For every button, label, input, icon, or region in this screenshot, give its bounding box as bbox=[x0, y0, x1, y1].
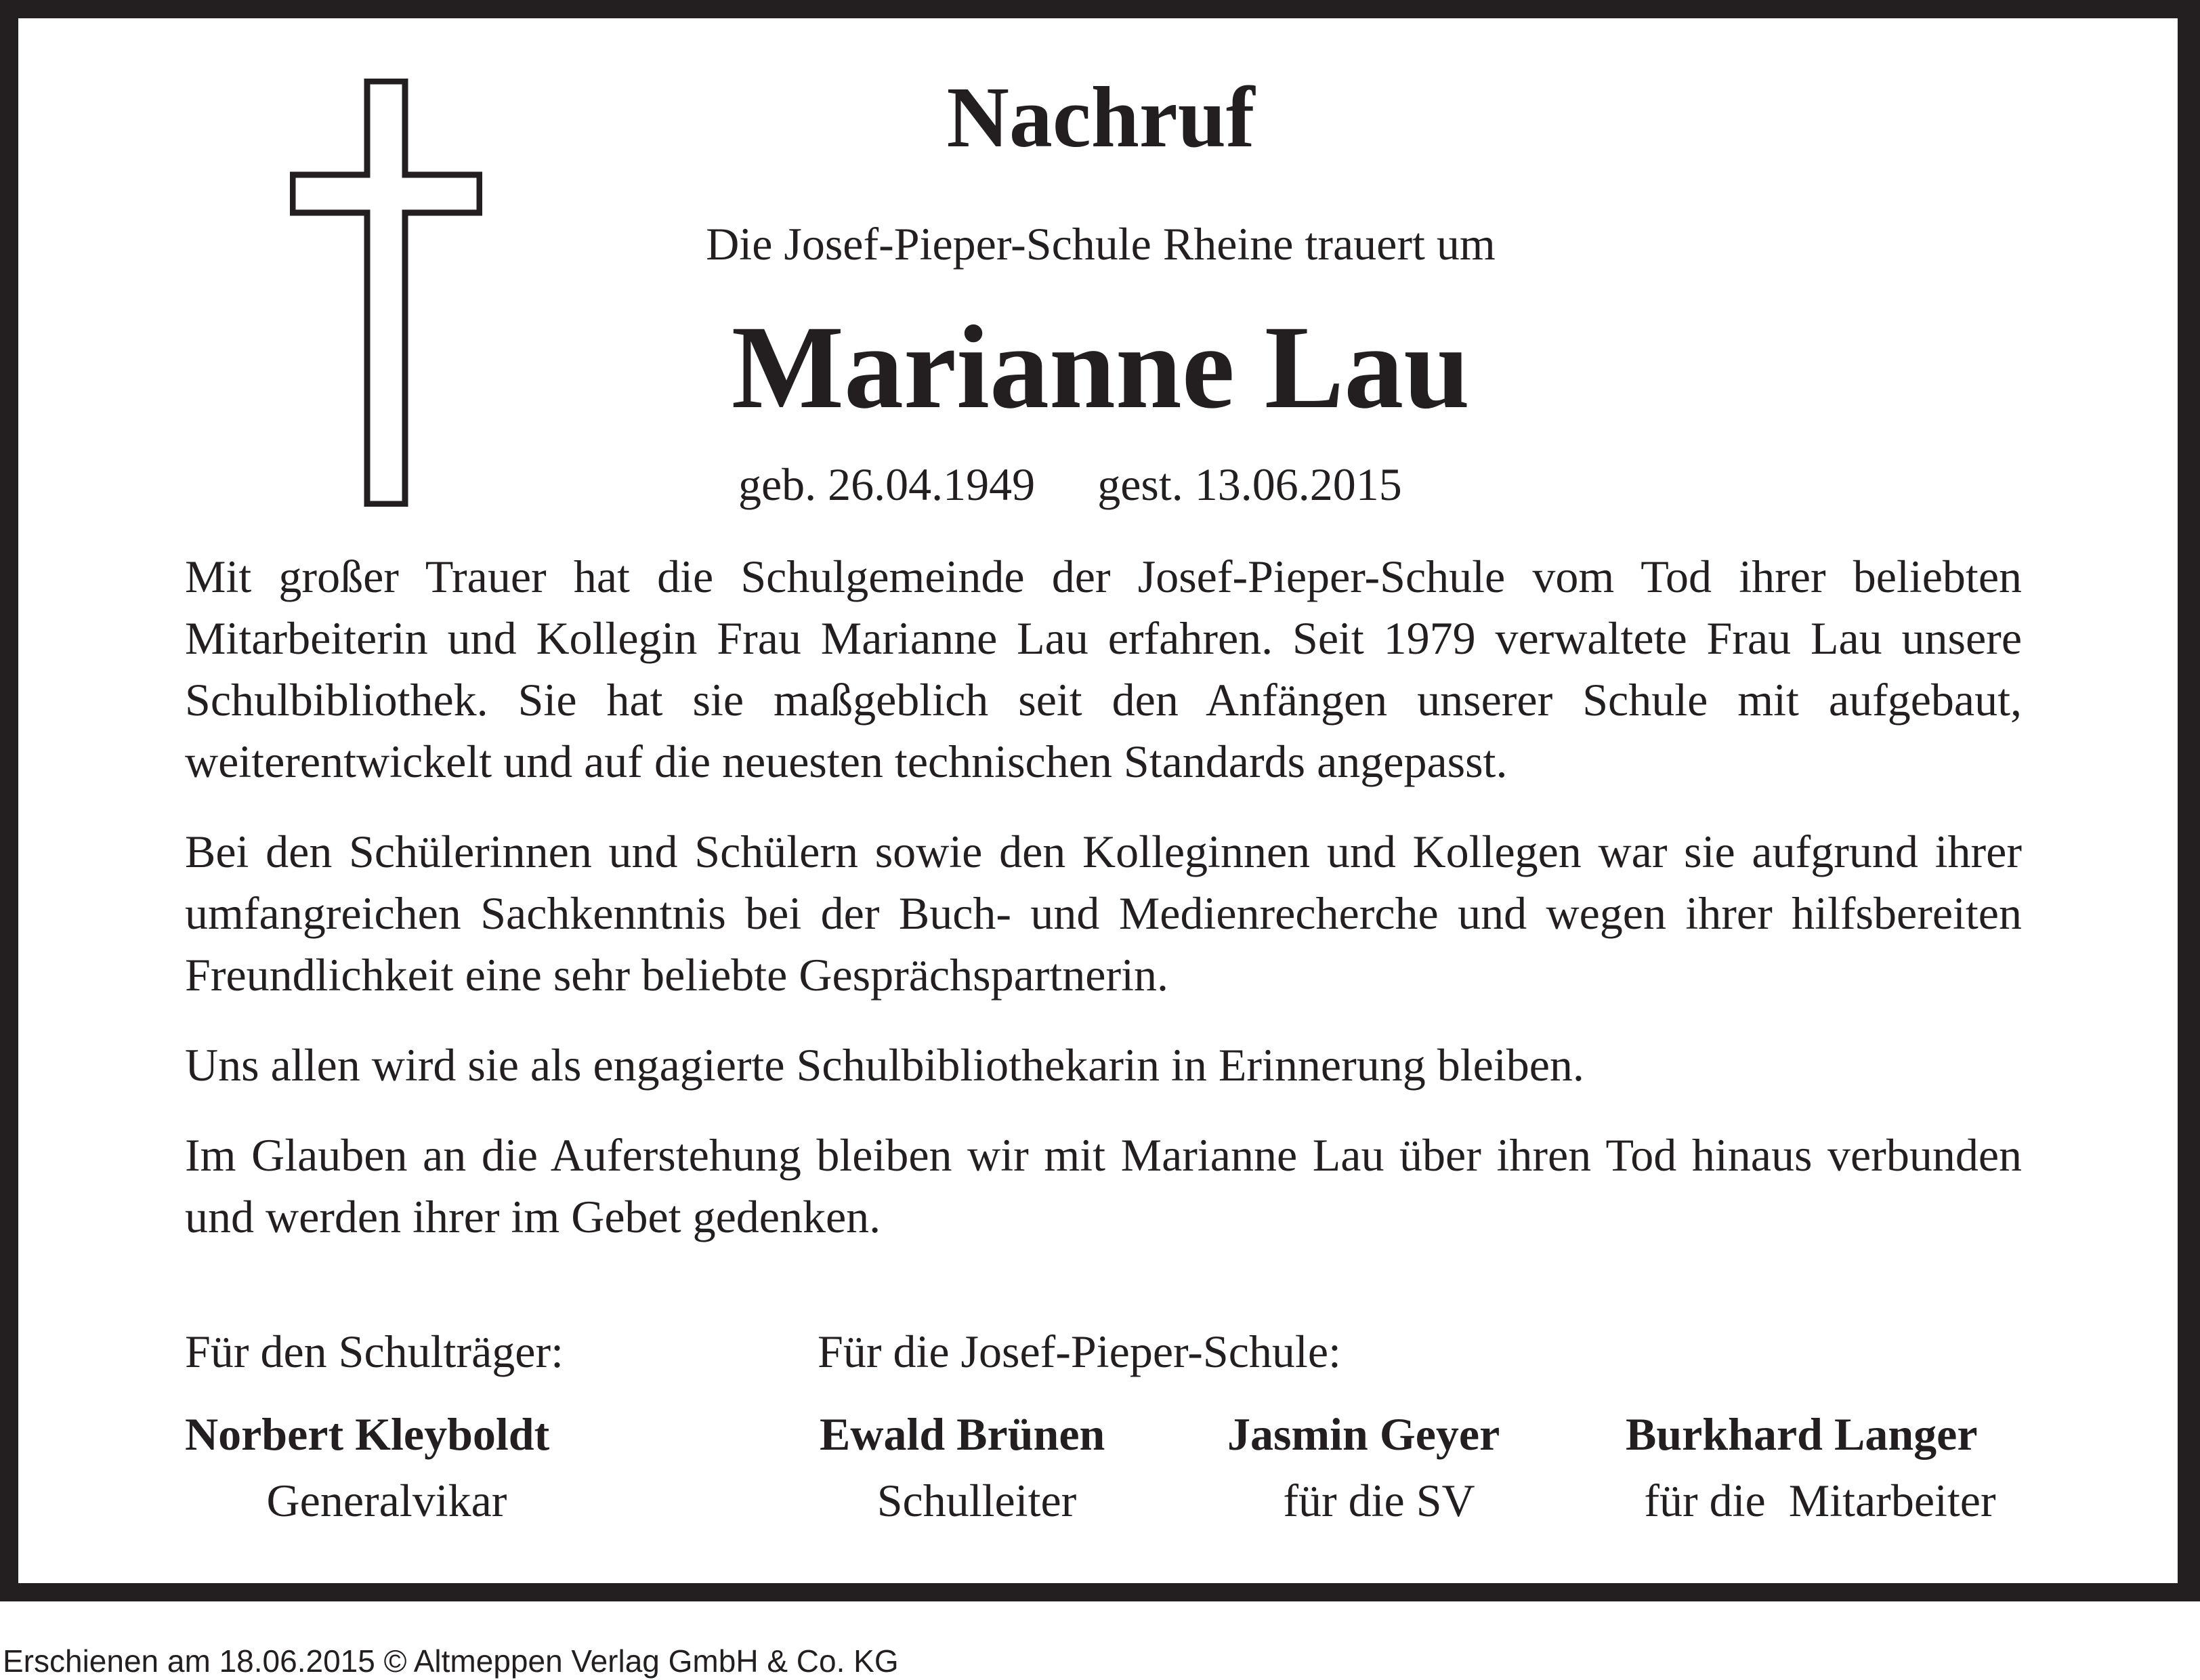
body-paragraph: Bei den Schülerinnen und Schülern sowie den Kolleginnen und Kollegen war sie aufgrund ihrer umfangreichen Sachkenntnis bei der Buch- und Medienrecherche und wegen ihrer hilfsbereiten Freundlichkeit eine sehr beliebte Gesprächspartnerin. bbox=[185, 826, 2022, 1001]
notice-title: Nachruf bbox=[946, 69, 1255, 165]
signatory-name: Burkhard Langer bbox=[1626, 1408, 1978, 1460]
signatory-role: für die SV bbox=[1283, 1475, 1475, 1526]
signatory-name: Norbert Kleyboldt bbox=[185, 1408, 550, 1460]
signatory-name: Ewald Brünen bbox=[820, 1408, 1105, 1460]
body-paragraph: Im Glauben an die Auferstehung bleiben wir mit Marianne Lau über ihren Tod hinaus verbunden und werden ihrer im Gebet gedenken. bbox=[185, 1129, 2022, 1242]
life-dates bbox=[738, 454, 1483, 515]
cross-icon bbox=[290, 79, 482, 507]
publication-footer: Erschienen am 18.06.2015 © Altmeppen Verlag GmbH & Co. KG bbox=[3, 1643, 899, 1679]
signatory-role: Generalvikar bbox=[266, 1475, 507, 1526]
birth-date: geb. 26.04.1949 bbox=[738, 459, 1036, 510]
body-paragraph: Uns allen wird sie als engagierte Schulbibliothekarin in Erinnerung bleiben. bbox=[185, 1039, 1584, 1091]
notice-body bbox=[185, 546, 2022, 1276]
signatory-role: für die Mitarbeiter bbox=[1644, 1475, 1996, 1526]
signatory-role: Schulleiter bbox=[876, 1475, 1077, 1526]
label-school: Für die Josef-Pieper-Schule: bbox=[818, 1326, 1341, 1377]
death-date: gest. 13.06.2015 bbox=[1097, 459, 1402, 510]
label-schultraeger: Für den Schulträger: bbox=[185, 1326, 564, 1377]
intro-line: Die Josef-Pieper-Schule Rheine trauert um bbox=[706, 218, 1496, 270]
body-paragraph: Mit großer Trauer hat die Schulgemeinde der Josef-Pieper-Schule vom Tod ihrer beliebten Mitarbeiterin und Kollegin Frau Marianne Lau erfahren. Seit 1979 verwaltete Frau Lau unsere Schulbibliothek. Sie hat sie maßgeblich seit den Anfängen unserer Schule mit aufgebaut, weiterentwickelt und auf die neuesten technischen Standards angepasst. bbox=[185, 551, 2022, 787]
signatory-name: Jasmin Geyer bbox=[1227, 1408, 1500, 1460]
deceased-name: Marianne Lau bbox=[731, 301, 1471, 434]
